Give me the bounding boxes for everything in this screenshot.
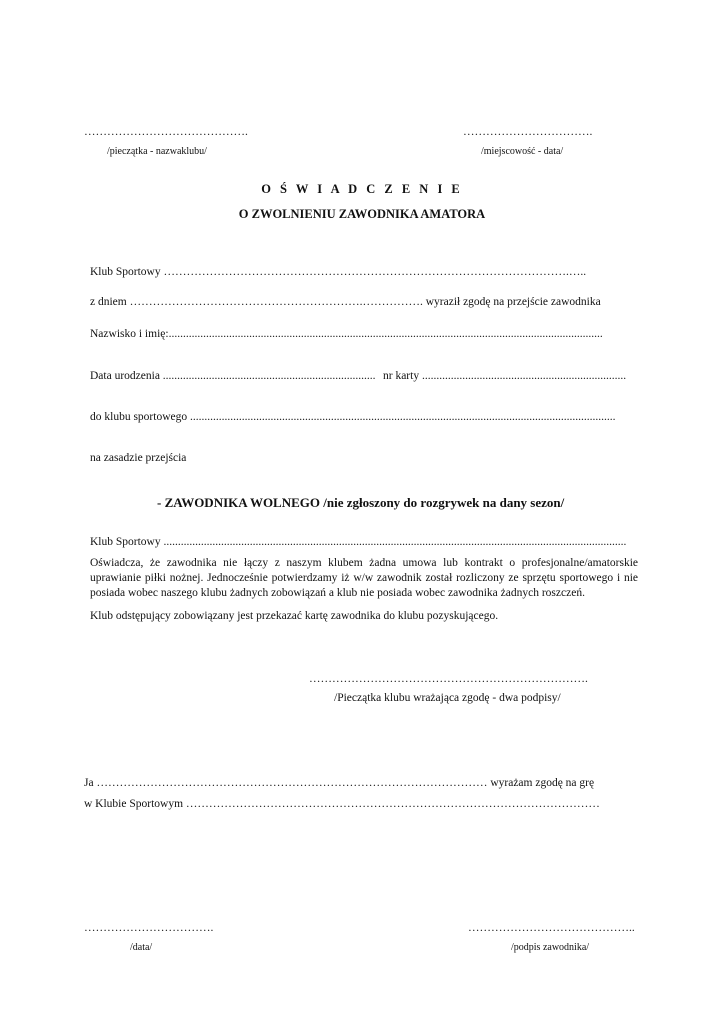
player-consent-line: Ja ………………………………………………………………………………………… wyrażam zgodę na grę — [84, 777, 595, 789]
card-number-field: nr karty ....................................................................... — [383, 370, 627, 382]
releasing-club-field: Klub Sportowy ................................................................................................................................................................. — [90, 536, 627, 548]
player-signature-line: …………………………………….. — [468, 922, 635, 934]
club-field: Klub Sportowy …………………………………………………………………………………………….….. — [90, 266, 587, 278]
club-stamp-caption: /pieczątka - nazwaklubu/ — [107, 146, 207, 157]
birth-date-field: Data urodzenia .......................................................................... — [90, 370, 376, 382]
player-consent-club-line: w Klubie Sportowym ……………………………………………………………………………………………… — [84, 798, 600, 810]
footer-date-caption: /data/ — [130, 942, 153, 953]
to-club-field: do klubu sportowego .................................................................................................................................................... — [90, 411, 616, 423]
transfer-basis-label: na zasadzie przejścia — [90, 452, 187, 464]
club-stamp-dotted-line: ……………………………………. — [84, 126, 248, 138]
place-date-dotted-line: ……………………………. — [463, 126, 593, 138]
date-field: z dniem …………………………………………………….……………. wyraził zgodę na przejście zawodnika — [90, 296, 601, 308]
document-subtitle: O ZWOLNIENIU ZAWODNIKA AMATORA — [238, 207, 486, 221]
free-player-heading: - ZAWODNIKA WOLNEGO /nie zgłoszony do rozgrywek na dany sezon/ — [157, 495, 565, 510]
place-date-caption: /miejscowość - data/ — [481, 146, 564, 157]
document-title: O Ś W I A D C Z E N I E — [261, 182, 463, 196]
declaration-paragraph: Oświadcza, że zawodnika nie łączy z naszym klubem żadna umowa lub kontrakt o profesjonalne/amatorskie uprawianie piłki nożnej. Jednocześnie potwierdzamy iż w/w zawodnik został rozliczony ze sprzętu sportowego i nie posiada wobec naszego klubu żadnych zobowiązań a klub nie posiada wobec zawodnika żadnych roszczeń. — [90, 557, 638, 599]
card-transfer-note: Klub odstępujący zobowiązany jest przekazać kartę zawodnika do klubu pozyskującego. — [90, 610, 499, 622]
club-consent-stamp-caption: /Pieczątka klubu wrażająca zgodę - dwa podpisy/ — [334, 692, 561, 704]
club-consent-stamp-line: ………………………………………………………………. — [309, 673, 588, 685]
player-signature-caption: /podpis zawodnika/ — [511, 942, 590, 953]
footer-date-line: ……………………………. — [84, 922, 214, 934]
name-field: Nazwisko i imię:....................................................................................................................................................... — [90, 328, 603, 340]
